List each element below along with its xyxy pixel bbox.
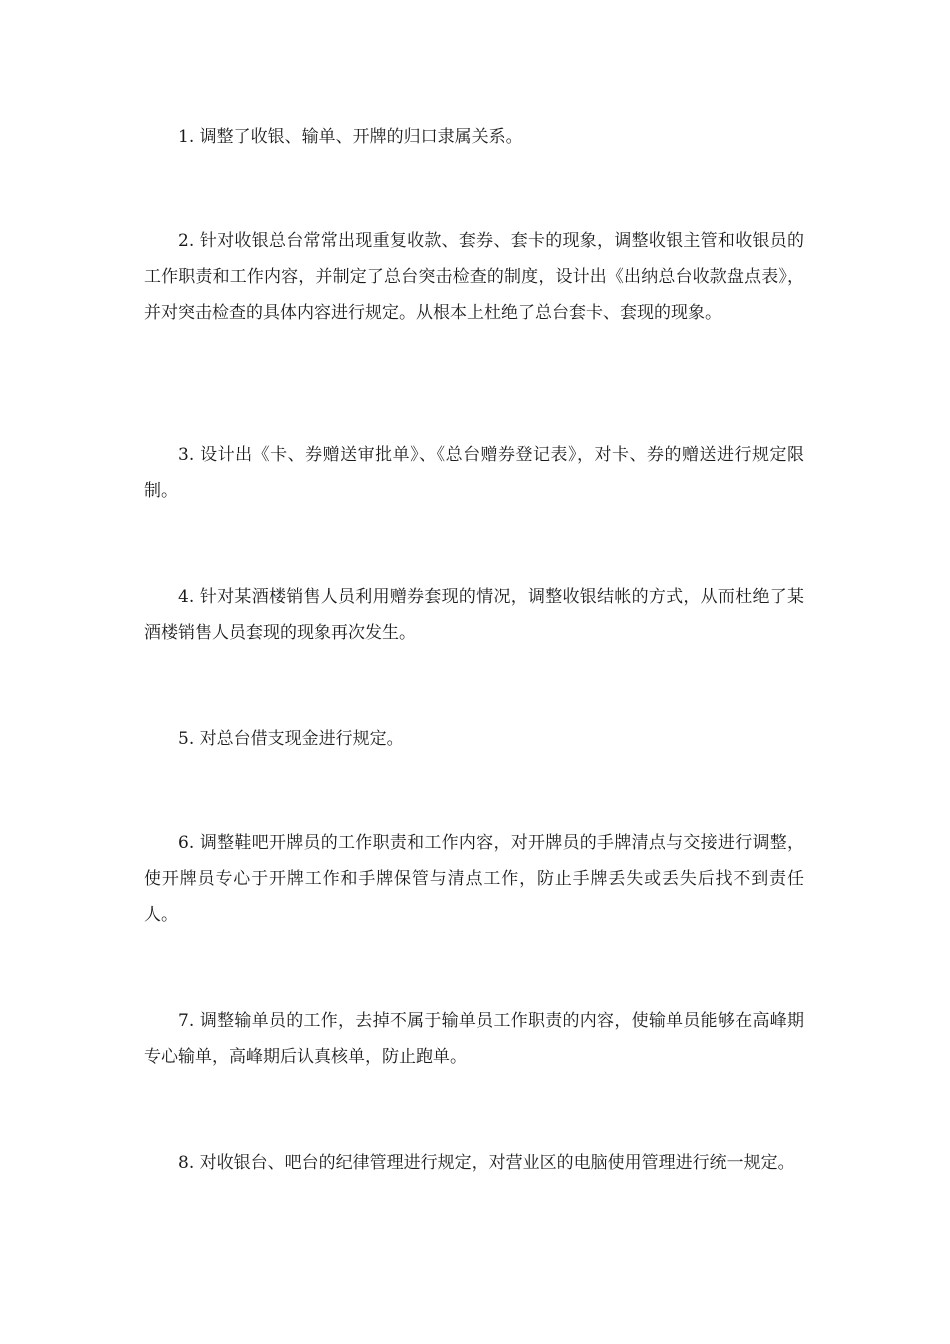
paragraph-2: 2. 针对收银总台常常出现重复收款、套券、套卡的现象，调整收银主管和收银员的工作职责和工作内容，并制定了总台突击检查的制度，设计出《出纳总台收款盘点表》，并对突击检查的具体内容进行规定。从根本上杜绝了总台套卡、套现的现象。 <box>144 231 804 323</box>
paragraph-8: 8. 对收银台、吧台的纪律管理进行规定，对营业区的电脑使用管理进行统一规定。 <box>178 1153 795 1173</box>
paragraph-5: 5. 对总台借支现金进行规定。 <box>178 729 404 749</box>
paragraph-6: 6. 调整鞋吧开牌员的工作职责和工作内容，对开牌员的手牌清点与交接进行调整，使开牌员专心于开牌工作和手牌保管与清点工作，防止手牌丢失或丢失后找不到责任人。 <box>144 833 804 925</box>
paragraph-1: 1. 调整了收银、输单、开牌的归口隶属关系。 <box>178 127 523 147</box>
paragraph-7: 7. 调整输单员的工作，去掉不属于输单员工作职责的内容，使输单员能够在高峰期专心输单，高峰期后认真核单，防止跑单。 <box>144 1011 804 1067</box>
paragraph-4: 4. 针对某酒楼销售人员利用赠券套现的情况，调整收银结帐的方式，从而杜绝了某酒楼销售人员套现的现象再次发生。 <box>144 587 804 643</box>
paragraph-3: 3. 设计出《卡、券赠送审批单》、《总台赠券登记表》，对卡、券的赠送进行规定限制。 <box>144 445 804 501</box>
